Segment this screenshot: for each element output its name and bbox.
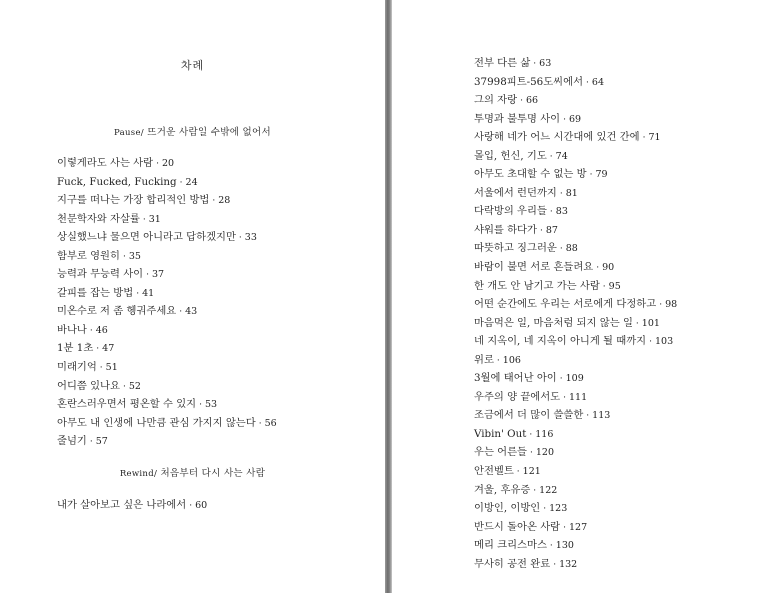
toc-entry-title: 아무도 내 인생에 나만큼 관심 가지지 않는다 [57, 416, 256, 429]
part1-entry-list [57, 154, 277, 451]
toc-entry-title: 37998피트-56도씨에서 [474, 75, 584, 88]
toc-entry-title: 능력과 무능력 사이 [57, 268, 144, 281]
toc-entry-page-number: 127 [569, 521, 588, 533]
toc-entry [474, 295, 677, 314]
toc-entry-separator: · [238, 233, 242, 244]
toc-entry [57, 265, 277, 284]
part2-heading [0, 465, 385, 479]
toc-entry-separator: · [586, 77, 589, 88]
toc-entry-title: 갈피를 잡는 방법 [57, 286, 134, 299]
part2-entry-list [57, 496, 207, 515]
toc-entry-separator: · [122, 251, 126, 262]
toc-entry-title: 지구를 떠나는 가장 합리적인 방법 [57, 194, 210, 207]
toc-entry-separator: · [146, 270, 149, 281]
part2-title: 처음부터 다시 사는 사람 [160, 468, 266, 479]
toc-entry-title: Vibin' Out [474, 427, 527, 440]
toc-entry-title: 함부로 영원히 [57, 249, 120, 262]
toc-entry [474, 184, 677, 203]
toc-entry-separator: · [529, 429, 533, 440]
toc-entry-page-number: 130 [555, 540, 574, 552]
toc-entry-title: 미온수로 저 좀 헹궈주세요 [57, 305, 177, 318]
toc-entry-separator: · [189, 501, 193, 511]
toc-entry [474, 406, 677, 425]
toc-entry [474, 147, 677, 166]
toc-entry-title: 따뜻하고 징그러운 [474, 242, 557, 255]
toc-entry-separator: · [156, 159, 159, 169]
toc-entry-separator: · [516, 467, 520, 478]
toc-entry-title: 바람이 불면 서로 흔들려요 [474, 261, 594, 274]
toc-entry [57, 496, 207, 515]
toc-entry-separator: · [559, 188, 563, 199]
toc-entry [57, 358, 277, 377]
toc-entry-separator: · [89, 325, 93, 336]
toc-entry [474, 239, 677, 258]
toc-entry [474, 481, 677, 500]
toc-entry-title: 네 지옥이, 네 지옥이 아니게 될 때까지 [474, 335, 647, 348]
toc-entry [57, 321, 277, 340]
toc-entry-page-number: 31 [148, 213, 161, 225]
toc-entry-page-number: 57 [95, 436, 108, 448]
toc-entry-separator: · [533, 485, 537, 496]
toc-entry-page-number: 60 [195, 500, 208, 511]
toc-entry [57, 377, 277, 396]
toc-entry-separator: · [179, 307, 183, 318]
toc-entry-separator: · [589, 170, 593, 181]
toc-entry-page-number: 83 [555, 206, 568, 218]
toc-entry-title: 우주의 양 끝에서도 [474, 390, 561, 403]
toc-entry-page-number: 64 [591, 76, 604, 88]
toc-entry-page-number: 20 [161, 158, 175, 169]
toc-entry [57, 154, 277, 173]
toc-entry-title: 사랑해 네가 어느 시간대에 있건 간에 [474, 131, 640, 144]
toc-entry-page-number: 121 [522, 466, 541, 478]
toc-entry-page-number: 33 [244, 232, 257, 244]
toc-entry-title: 한 개도 안 남기고 가는 사람 [474, 279, 600, 292]
toc-entry-title: 상실했느냐 물으면 아니라고 답하겠지만 [57, 231, 236, 244]
toc-entry-page-number: 122 [539, 484, 558, 496]
toc-entry [57, 247, 277, 266]
toc-entry [474, 73, 677, 92]
toc-entry-page-number: 53 [205, 399, 218, 411]
toc-entry-page-number: 69 [569, 113, 582, 125]
toc-entry-separator: · [596, 263, 600, 274]
toc-entry-page-number: 123 [549, 503, 568, 515]
toc-entry [57, 210, 277, 229]
toc-entry [474, 91, 677, 110]
toc-entry-separator: · [563, 392, 566, 403]
toc-entry-title: 미래기억 [57, 361, 97, 374]
toc-entry-separator: · [649, 337, 652, 348]
toc-entry-page-number: 120 [535, 447, 555, 459]
toc-entry-page-number: 87 [545, 224, 558, 236]
toc-entry-separator: · [563, 114, 566, 125]
toc-entry-page-number: 88 [565, 243, 578, 255]
toc-entry-page-number: 56 [264, 417, 277, 429]
toc-entry-page-number: 79 [595, 169, 608, 181]
toc-entry [474, 332, 677, 351]
toc-entry-page-number: 63 [539, 58, 552, 69]
toc-entry-separator: · [496, 355, 500, 366]
toc-entry-page-number: 66 [525, 95, 539, 107]
toc-entry-title: 그의 자랑 [474, 94, 518, 107]
toc-entry-page-number: 106 [502, 354, 521, 366]
toc-entry-separator: · [563, 522, 566, 533]
toc-entry-title: 다락방의 우리들 [474, 205, 547, 218]
toc-entry-separator: · [559, 374, 563, 385]
toc-entry [57, 284, 277, 303]
toc-entry-page-number: 132 [559, 558, 578, 570]
toc-entry [474, 443, 677, 462]
toc-entry-page-number: 103 [655, 336, 674, 348]
toc-entry-title: 반드시 돌아온 사람 [474, 520, 561, 533]
toc-entry-title: 3월에 태어난 아이 [474, 372, 557, 385]
toc-entry-separator: · [533, 59, 537, 69]
toc-entry-title: 위로 [474, 353, 494, 366]
toc-entry-title: 무사히 공전 완료 [474, 557, 551, 570]
toc-entry-page-number: 111 [569, 391, 588, 403]
toc-entry-separator: · [642, 133, 646, 144]
toc-entry [57, 228, 277, 247]
toc-entry [474, 351, 677, 370]
toc-entry [474, 314, 677, 333]
toc-entry-separator: · [602, 281, 606, 292]
toc-entry-separator: · [549, 151, 553, 162]
toc-entry [57, 414, 277, 433]
toc-title: 차례 [180, 59, 205, 72]
toc-entry-title: 서울에서 런던까지 [474, 186, 557, 199]
toc-entry-page-number: 90 [602, 262, 615, 274]
toc-entry-separator: · [96, 344, 100, 355]
toc-entry-page-number: 81 [565, 187, 578, 199]
toc-entry-title: 메리 크리스마스 [474, 539, 547, 552]
toc-entry [474, 110, 677, 129]
toc-entry-title: 줄넘기 [57, 435, 87, 448]
toc-entry-title: 아무도 초대할 수 없는 방 [474, 168, 587, 181]
toc-entry-title: 투명과 불투명 사이 [474, 112, 561, 125]
part2-tag: Rewind/ [119, 469, 158, 479]
toc-entry-separator: · [99, 363, 103, 374]
toc-entry-separator: · [553, 559, 557, 570]
toc-entry-page-number: 47 [102, 343, 115, 355]
toc-entry [474, 518, 677, 537]
left-page [0, 0, 385, 593]
toc-entry-page-number: 71 [648, 132, 661, 144]
toc-entry-page-number: 74 [555, 150, 568, 162]
toc-entry [474, 555, 677, 574]
toc-entry-separator: · [539, 225, 543, 236]
toc-entry-title: 겨울, 후유증 [474, 483, 531, 496]
toc-entry-separator: · [142, 214, 146, 225]
toc-entry-title: 혼란스러우면서 평온할 수 있지 [57, 398, 197, 411]
toc-entry-title: 마음먹은 일, 마음처럼 되지 않는 일 [474, 316, 633, 329]
toc-entry-page-number: 116 [535, 428, 554, 440]
book-gutter [385, 0, 392, 593]
toc-entry [474, 258, 677, 277]
toc-entry-title: 안전벨트 [474, 465, 514, 478]
toc-entry-separator: · [136, 288, 140, 299]
toc-entry-separator: · [559, 244, 563, 255]
toc-entry-title: 어떤 순간에도 우리는 서로에게 다정하고 [474, 298, 657, 311]
toc-entry [57, 339, 277, 358]
toc-entry-separator: · [635, 318, 639, 329]
toc-entry-separator: · [520, 96, 523, 107]
toc-entry [57, 432, 277, 451]
toc-entry-title: 우는 어른들 [474, 446, 528, 459]
toc-entry-page-number: 52 [128, 380, 141, 392]
toc-entry-page-number: 101 [641, 317, 660, 329]
part1-title: 뜨거운 사람일 수밖에 없어서 [147, 127, 271, 138]
toc-entry-title: 이방인, 이방인 [474, 502, 541, 515]
toc-entry-separator: · [212, 196, 216, 207]
toc-entry [474, 165, 677, 184]
toc-entry [57, 173, 277, 192]
toc-entry [474, 128, 677, 147]
toc-entry [474, 536, 677, 555]
toc-entry [57, 191, 277, 210]
toc-entry-separator: · [549, 207, 553, 218]
toc-entry-title: 전부 다른 삶 [474, 57, 531, 69]
toc-entry [474, 221, 677, 240]
toc-entry-page-number: 98 [665, 299, 678, 311]
toc-entry-separator: · [659, 300, 663, 311]
toc-entry-separator: · [122, 381, 126, 392]
toc-entry-title: 천문학자와 자살률 [57, 212, 140, 225]
toc-entry-title: 어디쯤 있나요 [57, 379, 120, 392]
toc-entry-title: 조금에서 더 많이 쓸쓸한 [474, 409, 584, 422]
right-entry-list [474, 54, 677, 573]
right-page [392, 0, 777, 593]
toc-entry-separator: · [199, 400, 203, 411]
toc-entry-title: 샤워를 하다가 [474, 223, 537, 236]
toc-entry-separator: · [258, 418, 262, 429]
toc-entry-separator: · [89, 437, 93, 448]
toc-entry-separator: · [179, 177, 183, 188]
toc-entry-page-number: 43 [185, 306, 198, 318]
toc-entry [474, 462, 677, 481]
toc-entry [474, 277, 677, 296]
toc-entry [474, 499, 677, 518]
toc-entry-page-number: 109 [565, 373, 584, 385]
toc-entry-page-number: 35 [128, 250, 141, 262]
toc-entry-title: 내가 살아보고 싶은 나라에서 [57, 499, 187, 511]
toc-entry [57, 302, 277, 321]
toc-entry [474, 425, 677, 444]
toc-entry-page-number: 46 [95, 324, 108, 336]
toc-entry [474, 202, 677, 221]
toc-entry [474, 388, 677, 407]
toc-entry-separator: · [530, 448, 533, 459]
toc-entry [57, 395, 277, 414]
toc-entry-page-number: 51 [105, 362, 118, 374]
toc-entry-page-number: 37 [152, 269, 165, 281]
part1-tag: Pause/ [114, 128, 144, 138]
toc-entry-page-number: 24 [185, 176, 198, 188]
toc-entry-page-number: 95 [608, 280, 621, 292]
toc-entry-title: Fuck, Fucked, Fucking [57, 175, 177, 188]
toc-entry-title: 바나나 [57, 323, 87, 336]
toc-entry [474, 54, 677, 73]
toc-entry-page-number: 113 [592, 410, 611, 422]
toc-entry-page-number: 28 [218, 195, 231, 207]
toc-entry-title: 이렇게라도 사는 사람 [57, 157, 154, 169]
toc-entry-title: 1분 1초 [57, 342, 94, 355]
toc-entry-separator: · [543, 504, 547, 515]
toc-entry-separator: · [586, 411, 590, 422]
toc-entry-separator: · [549, 541, 553, 552]
toc-entry [474, 369, 677, 388]
part1-heading [0, 124, 385, 138]
toc-entry-page-number: 41 [142, 287, 155, 299]
toc-entry-title: 몰입, 헌신, 기도 [474, 149, 547, 162]
